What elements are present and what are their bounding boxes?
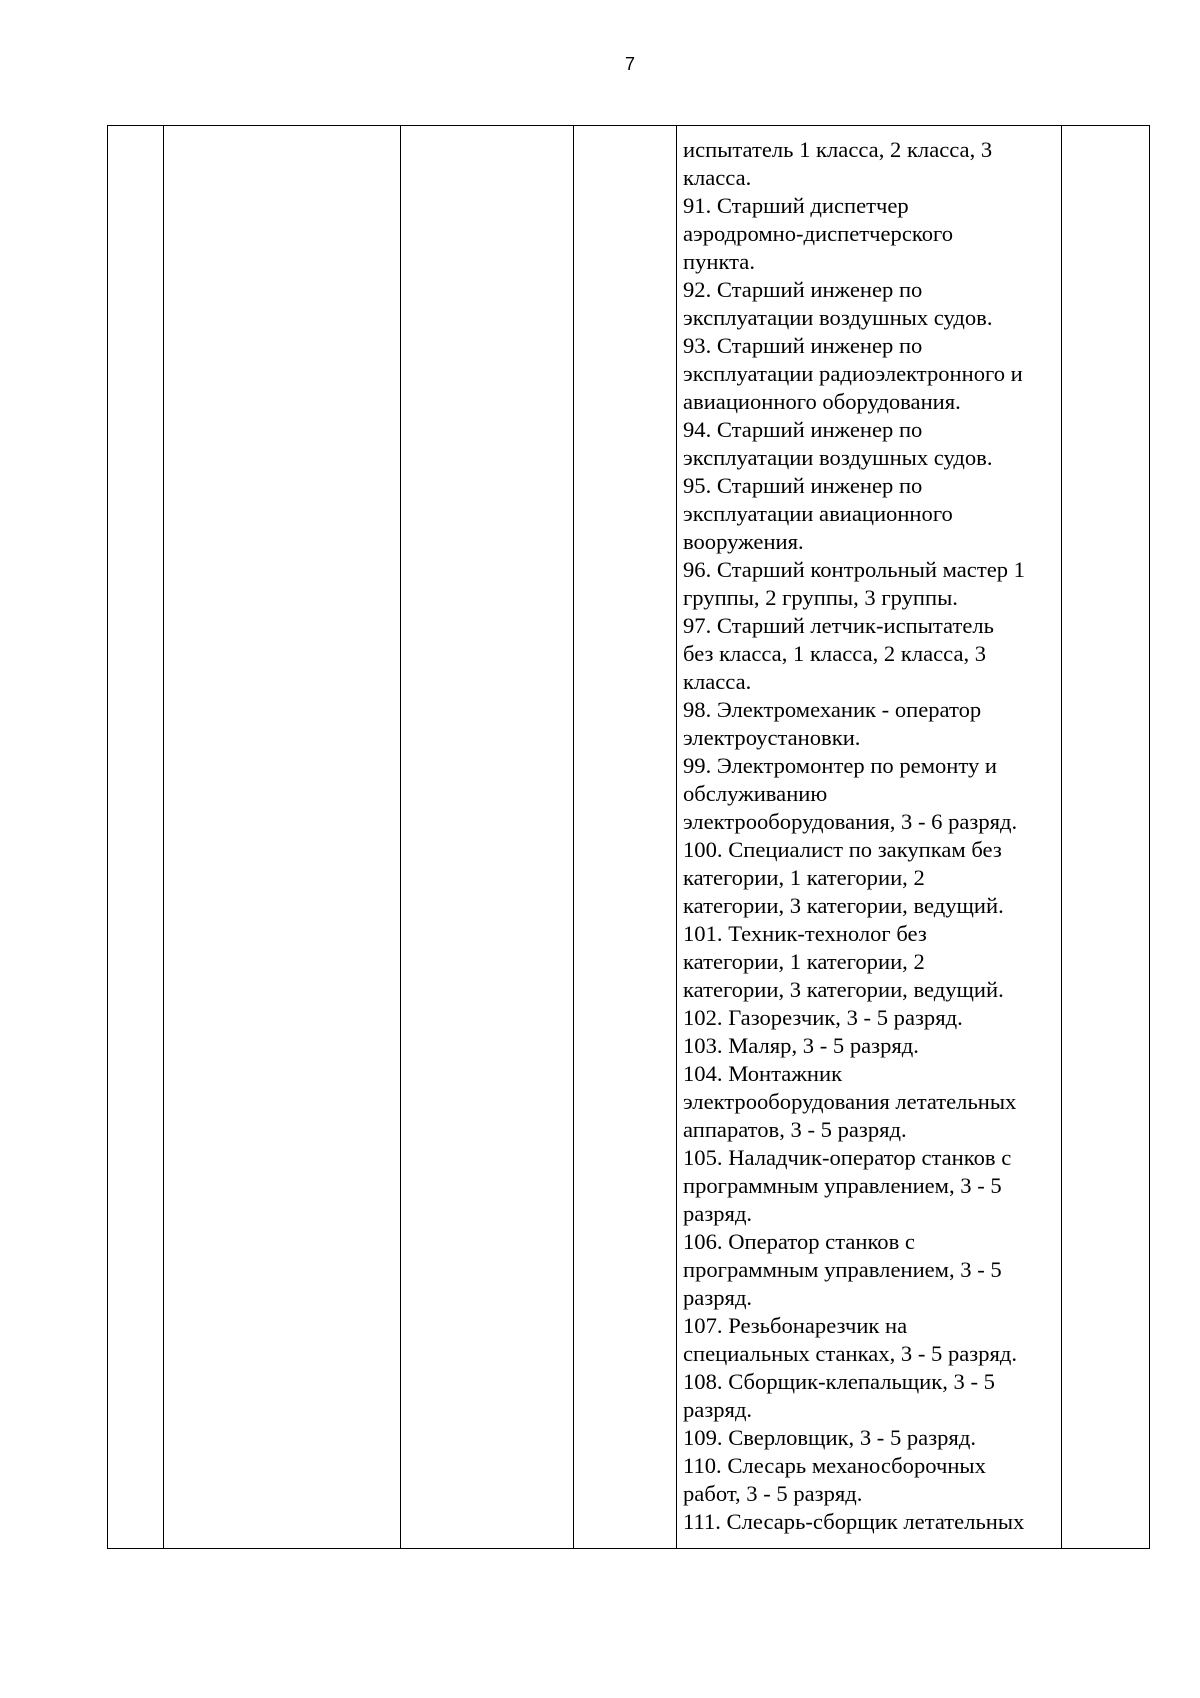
list-item: 100. Специалист по закупкам без категории, 1 категории, 2 категории, 3 категории, ведущий. [683,837,1004,918]
list-item: 106. Оператор станков с программным управлением, 3 - 5 разряд. [683,1229,1002,1310]
list-item: 99. Электромонтер по ремонту и обслуживанию электрооборудования, 3 - 6 разряд. [683,753,1018,834]
list-item: 109. Сверловщик, 3 - 5 разряд. [683,1425,976,1450]
list-item: 103. Маляр, 3 - 5 разряд. [683,1033,919,1058]
professions-cell [677,126,1062,1549]
list-item: 107. Резьбонарезчик на специальных станках, 3 - 5 разряд. [683,1313,1018,1366]
document-table [107,125,1150,1549]
empty-cell-2 [164,126,401,1549]
empty-cell-3 [401,126,574,1549]
profession-list [683,136,1053,1536]
list-item: 104. Монтажник электрооборудования летательных аппаратов, 3 - 5 разряд. [683,1061,1017,1142]
empty-cell-4 [574,126,677,1549]
list-item: 98. Электромеханик - оператор электроустановки. [683,697,982,750]
list-item: 93. Старший инженер по эксплуатации радиоэлектронного и авиационного оборудования. [683,333,1023,414]
list-item: испытатель 1 класса, 2 класса, 3 класса. [683,137,993,190]
list-item: 96. Старший контрольный мастер 1 группы, 2 группы, 3 группы. [683,557,1025,610]
empty-cell-6 [1062,126,1150,1549]
empty-cell-number [108,126,164,1549]
list-item: 102. Газорезчик, 3 - 5 разряд. [683,1005,963,1030]
list-item: 101. Техник-технолог без категории, 1 категории, 2 категории, 3 категории, ведущий. [683,921,1004,1002]
list-item: 91. Старший диспетчер аэродромно-диспетчерского пункта. [683,193,953,274]
list-item: 110. Слесарь механосборочных работ, 3 - 5 разряд. [683,1453,986,1506]
list-item: 95. Старший инженер по эксплуатации авиационного вооружения. [683,473,953,554]
list-item: 97. Старший летчик-испытатель без класса, 1 класса, 2 класса, 3 класса. [683,613,994,694]
table-row [108,126,1150,1549]
list-item: 108. Сборщик-клепальщик, 3 - 5 разряд. [683,1369,995,1422]
list-item: 92. Старший инженер по эксплуатации воздушных судов. [683,277,993,330]
list-item: 105. Наладчик-оператор станков с программным управлением, 3 - 5 разряд. [683,1145,1012,1226]
list-item: 111. Слесарь-сборщик летательных [683,1509,1025,1534]
page-number: 7 [624,54,635,74]
list-item: 94. Старший инженер по эксплуатации воздушных судов. [683,417,993,470]
